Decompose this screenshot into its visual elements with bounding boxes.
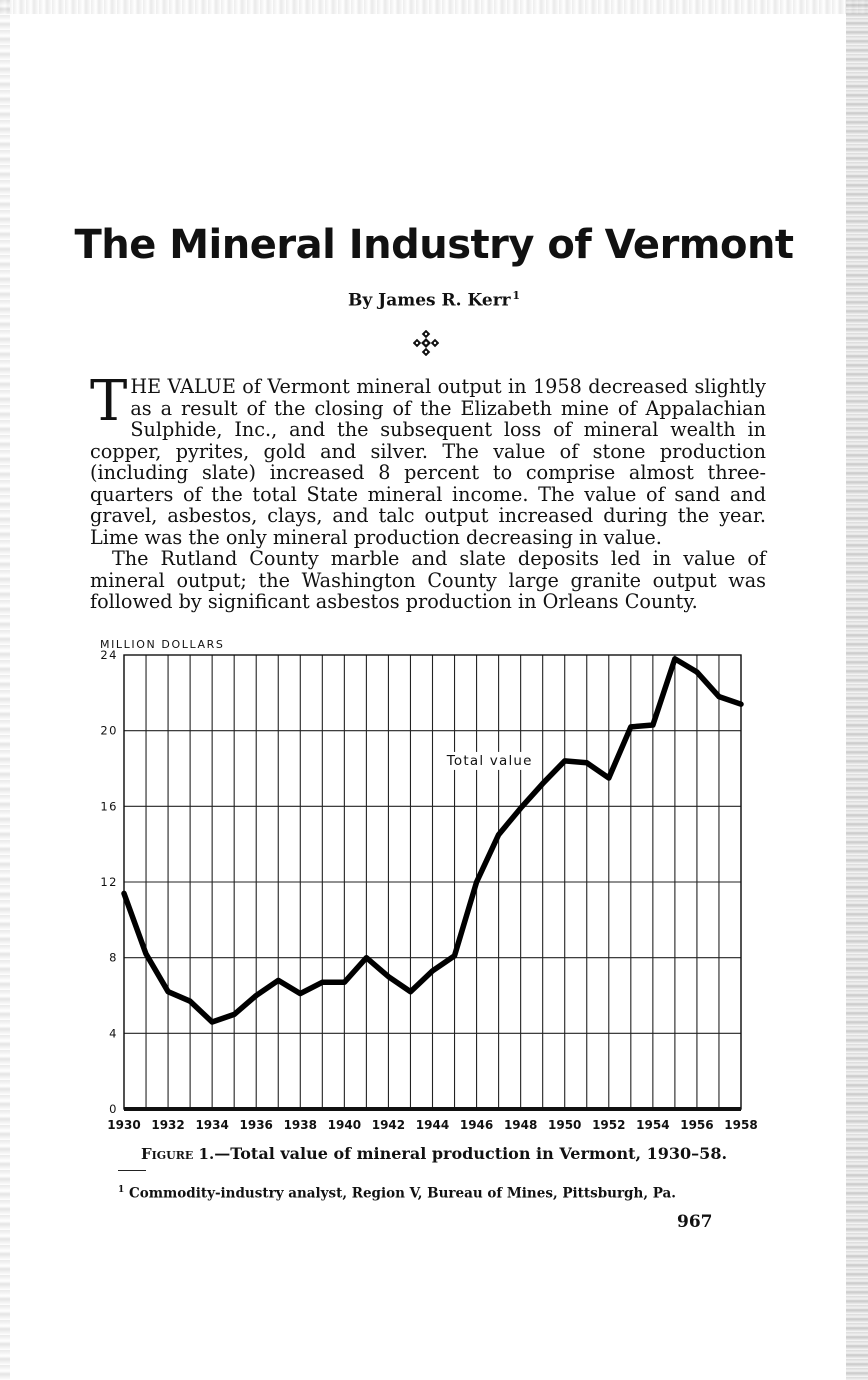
- paragraph-1-text: HE VALUE of Vermont mineral output in 1958 decreased slightly as a result of the closing of the Elizabeth mine of Appalachian Sulphide, Inc., and the subsequent loss of mineral wealth in copper, pyrites, gold and silver. The value of stone production (including slate) increased 8 percent to comprise almost three-quarters of the total State mineral income. The value of sand and gravel, asbestos, clays, and talc output increased during the year. Lime was the only mineral production decreasing in value.: [90, 375, 766, 549]
- figure-caption: [0, 1144, 868, 1163]
- footnote-text: Commodity-industry analyst, Region V, Bureau of Mines, Pittsburgh, Pa.: [128, 1185, 676, 1202]
- x-tick-label: 1940: [327, 1118, 362, 1132]
- fleuron-ornament-icon: [413, 330, 439, 356]
- drop-cap: T: [90, 369, 128, 434]
- data-point: [431, 970, 433, 972]
- scan-edge-right: [846, 0, 868, 1380]
- paragraph-1: [90, 369, 766, 549]
- y-tick-label: 24: [100, 648, 118, 662]
- footnote: [118, 1185, 676, 1202]
- data-point: [321, 981, 323, 983]
- scan-edge-left: [0, 0, 10, 1380]
- y-axis-label: MILLION DOLLARS: [100, 638, 225, 651]
- footnote-mark: 1: [118, 1185, 125, 1195]
- byline: [0, 289, 868, 311]
- x-tick-label: 1944: [415, 1118, 450, 1132]
- data-point: [608, 777, 610, 779]
- data-point: [189, 1000, 191, 1002]
- x-tick-label: 1934: [195, 1118, 229, 1132]
- y-tick-label: 12: [100, 875, 118, 889]
- data-point: [740, 703, 742, 705]
- mineral-value-chart: [88, 636, 778, 1136]
- x-tick-label: 1958: [724, 1118, 758, 1132]
- data-point: [167, 991, 169, 993]
- data-point: [299, 992, 301, 994]
- data-point: [652, 724, 654, 726]
- data-point: [365, 956, 367, 958]
- x-tick-label: 1936: [239, 1118, 273, 1132]
- data-point: [233, 1013, 235, 1015]
- x-tick-label: 1932: [151, 1118, 185, 1132]
- data-point: [145, 953, 147, 955]
- y-tick-label: 4: [109, 1026, 118, 1041]
- y-tick-label: 16: [100, 799, 118, 814]
- article-title: The Mineral Industry of Vermont: [74, 222, 794, 268]
- data-point: [211, 1021, 213, 1023]
- x-tick-label: 1930: [107, 1118, 141, 1132]
- x-tick-label: 1956: [680, 1118, 714, 1132]
- data-point: [409, 991, 411, 993]
- article-body: [90, 369, 766, 613]
- data-point: [586, 762, 588, 764]
- data-point: [674, 658, 676, 660]
- data-point: [343, 981, 345, 983]
- x-tick-label: 1938: [283, 1118, 317, 1132]
- data-point: [519, 807, 521, 809]
- author-name: By James R. Kerr: [348, 290, 511, 311]
- series-annotation-label: Total value: [446, 752, 533, 769]
- data-point: [541, 782, 543, 784]
- x-tick-label: 1950: [548, 1118, 582, 1132]
- x-tick-label: 1954: [636, 1118, 670, 1132]
- data-point: [564, 760, 566, 762]
- footnote-rule: [118, 1170, 146, 1171]
- x-tick-label: 1946: [459, 1118, 494, 1132]
- author-footnote-mark: 1: [512, 289, 520, 302]
- data-point: [475, 881, 477, 883]
- page-number: 967: [677, 1212, 713, 1232]
- scan-edge-top: [0, 0, 868, 14]
- data-point: [497, 834, 499, 836]
- data-point: [453, 955, 455, 957]
- data-point: [696, 671, 698, 673]
- data-point: [718, 695, 720, 697]
- y-tick-label: 0: [109, 1102, 118, 1116]
- data-point: [630, 726, 632, 728]
- figure-caption-text: —Total value of mineral production in Vermont, 1930–58.: [214, 1144, 728, 1163]
- x-tick-label: 1952: [592, 1118, 626, 1132]
- y-tick-label: 8: [109, 950, 118, 965]
- x-tick-label: 1948: [503, 1118, 538, 1132]
- paragraph-2: The Rutland County marble and slate deposits led in value of mineral output; the Washington County large granite output was followed by significant asbestos production in Orleans County.: [90, 547, 766, 613]
- data-point: [255, 994, 257, 996]
- x-tick-label: 1942: [371, 1118, 406, 1132]
- data-point: [387, 975, 389, 977]
- data-point: [277, 979, 279, 981]
- data-point: [123, 892, 125, 894]
- y-tick-label: 20: [100, 723, 118, 738]
- figure-label: Figure 1.: [140, 1145, 215, 1163]
